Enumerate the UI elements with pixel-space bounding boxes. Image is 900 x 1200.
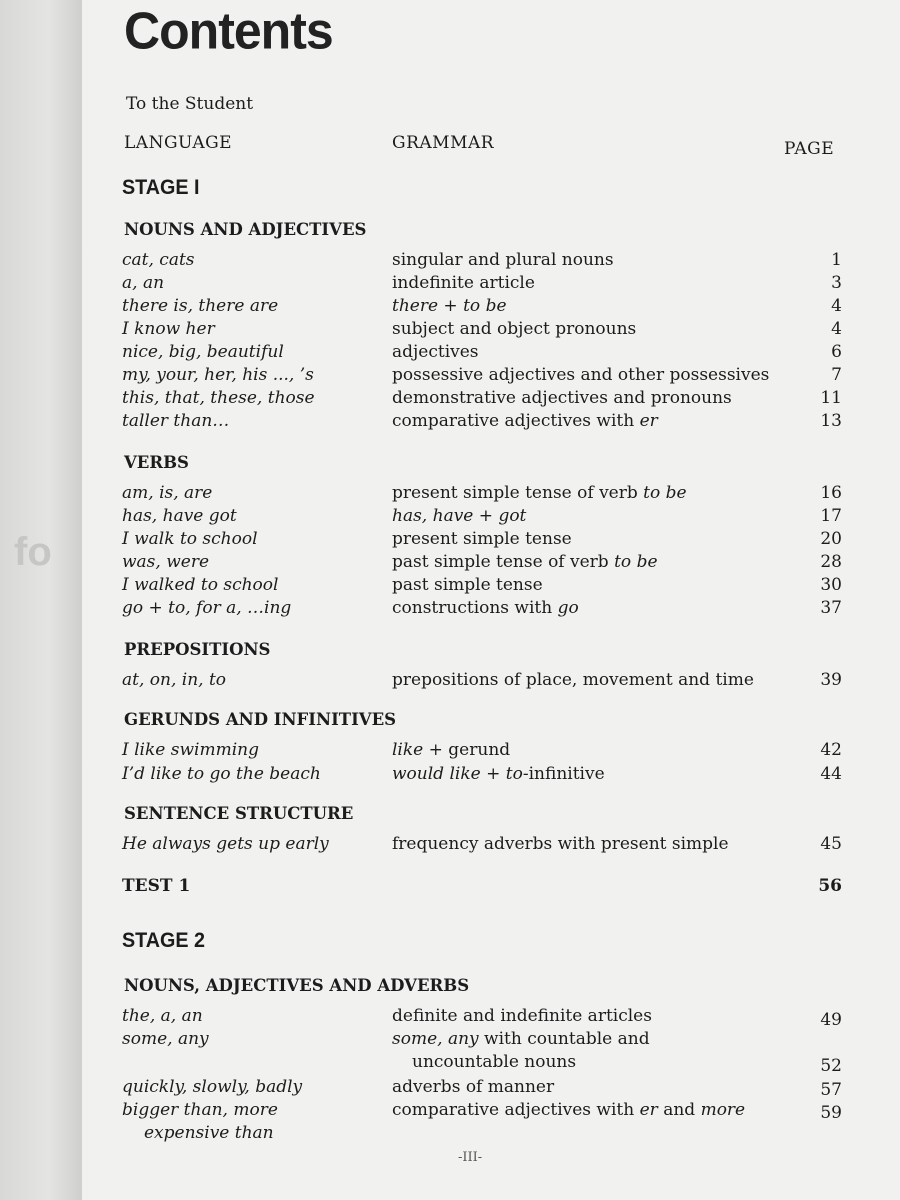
page-number: 6 <box>831 342 842 362</box>
language-cell: my, your, her, his ..., ’s <box>122 365 314 385</box>
grammar-cell: indefinite article <box>392 273 535 293</box>
toc-row <box>122 575 842 598</box>
grammar-cell: definite and indefinite articles <box>392 1006 652 1026</box>
language-cell: a, an <box>122 273 165 293</box>
page-number: 3 <box>831 273 842 293</box>
language-cell: has, have got <box>122 506 237 526</box>
toc-row <box>122 411 842 434</box>
page-number: 52 <box>820 1056 842 1076</box>
grammar-cell: present simple tense <box>392 529 572 549</box>
grammar-cell: has, have + got <box>392 506 527 526</box>
facing-page-ghost-text: fo <box>14 530 52 574</box>
toc-row <box>122 273 842 296</box>
grammar-cell: adjectives <box>392 342 479 362</box>
test-1-entry <box>122 876 842 896</box>
page-number: 1 <box>831 250 842 270</box>
grammar-cell: singular and plural nouns <box>392 250 614 270</box>
page-number: 17 <box>820 506 842 526</box>
toc-row <box>122 506 842 529</box>
language-cell: I like swimming <box>122 740 259 760</box>
grammar-cell: comparative adjectives with er <box>392 411 658 431</box>
grammar-cell: adverbs of manner <box>392 1077 555 1097</box>
toc-row <box>122 529 842 552</box>
language-cell: I walk to school <box>122 529 258 549</box>
language-cell: am, is, are <box>122 483 213 503</box>
page-number: 16 <box>820 483 842 503</box>
language-cell: I’d like to go the beach <box>122 764 321 784</box>
section-heading-nouns-adjectives: NOUNS AND ADJECTIVES <box>124 220 367 239</box>
page-number: 49 <box>820 1010 842 1030</box>
toc-row <box>122 365 842 388</box>
toc-row <box>122 319 842 342</box>
toc-row <box>122 740 842 763</box>
page-number: 39 <box>820 670 842 690</box>
column-header-page: PAGE <box>784 139 835 159</box>
page-number: 45 <box>820 834 842 854</box>
grammar-cell: constructions with go <box>392 598 579 618</box>
toc-row <box>122 388 842 411</box>
language-cell: He always gets up early <box>122 834 329 854</box>
grammar-cell: would like + to-infinitive <box>392 764 605 784</box>
page-number: 30 <box>820 575 842 595</box>
toc-row <box>122 250 842 273</box>
grammar-cell: prepositions of place, movement and time <box>392 670 754 690</box>
language-cell: at, on, in, to <box>122 670 227 690</box>
page-number: 42 <box>820 740 842 760</box>
language-cell: I know her <box>122 319 215 339</box>
page-folio: -III- <box>458 1150 483 1165</box>
language-cell: I walked to school <box>122 575 279 595</box>
toc-row <box>122 552 842 575</box>
page-number: 28 <box>820 552 842 572</box>
grammar-cell: like + gerund <box>392 740 511 760</box>
language-cell-continued: expensive than <box>144 1123 274 1143</box>
language-cell: nice, big, beautiful <box>122 342 284 362</box>
language-cell: the, a, an <box>122 1006 203 1026</box>
grammar-cell: some, any with countable and <box>392 1029 650 1049</box>
toc-row <box>122 483 842 506</box>
toc-row <box>122 1100 842 1146</box>
page-number: 4 <box>831 296 842 316</box>
language-cell: taller than… <box>122 411 230 431</box>
grammar-cell: comparative adjectives with er and more <box>392 1100 746 1120</box>
grammar-cell: demonstrative adjectives and pronouns <box>392 388 732 408</box>
page-number: 13 <box>820 411 842 431</box>
language-cell: go + to, for a, …ing <box>122 598 292 618</box>
grammar-cell: subject and object pronouns <box>392 319 637 339</box>
page-number: 20 <box>820 529 842 549</box>
stage-1-heading: STAGE I <box>122 176 200 199</box>
page-number: 11 <box>820 388 842 408</box>
language-cell: some, any <box>122 1029 209 1049</box>
page-number: 56 <box>818 876 842 896</box>
toc-row <box>122 1077 842 1100</box>
grammar-cell: present simple tense of verb to be <box>392 483 687 503</box>
section-heading-sentence-structure: SENTENCE STRUCTURE <box>124 804 354 823</box>
contents-page <box>82 0 900 1200</box>
grammar-cell: there + to be <box>392 296 507 316</box>
language-cell: there is, there are <box>122 296 279 316</box>
toc-row <box>122 1006 842 1029</box>
toc-row <box>122 764 842 787</box>
page-number: 7 <box>831 365 842 385</box>
toc-row <box>122 598 842 621</box>
language-cell: bigger than, more <box>122 1100 278 1120</box>
toc-row <box>122 1029 842 1075</box>
page-number: 37 <box>820 598 842 618</box>
page-number: 59 <box>820 1103 842 1123</box>
column-header-language: LANGUAGE <box>124 133 233 153</box>
page-title: Contents <box>124 1 333 61</box>
section-heading-verbs: VERBS <box>124 453 189 472</box>
grammar-cell: past simple tense <box>392 575 543 595</box>
test-label: TEST 1 <box>122 876 191 896</box>
language-cell: was, were <box>122 552 210 572</box>
section-heading-prepositions: PREPOSITIONS <box>124 640 271 659</box>
grammar-cell: frequency adverbs with present simple <box>392 834 729 854</box>
to-the-student-entry: To the Student <box>126 94 254 114</box>
section-heading-nouns-adjectives-adverbs: NOUNS, ADJECTIVES AND ADVERBS <box>124 976 470 995</box>
language-cell: this, that, these, those <box>122 388 315 408</box>
toc-row <box>122 342 842 365</box>
page-number: 44 <box>820 764 842 784</box>
grammar-cell: possessive adjectives and other possessives <box>392 365 770 385</box>
language-cell: cat, cats <box>122 250 195 270</box>
toc-row <box>122 296 842 319</box>
toc-row <box>122 834 842 857</box>
column-header-grammar: GRAMMAR <box>392 133 495 153</box>
page-number: 57 <box>820 1080 842 1100</box>
grammar-cell-continued: uncountable nouns <box>412 1052 577 1072</box>
facing-page-edge <box>0 0 83 1200</box>
section-heading-gerunds-infinitives: GERUNDS AND INFINITIVES <box>124 710 397 729</box>
language-cell: quickly, slowly, badly <box>122 1077 303 1097</box>
stage-2-heading: STAGE 2 <box>122 929 205 952</box>
grammar-cell: past simple tense of verb to be <box>392 552 658 572</box>
page-number: 4 <box>831 319 842 339</box>
toc-row <box>122 670 842 693</box>
